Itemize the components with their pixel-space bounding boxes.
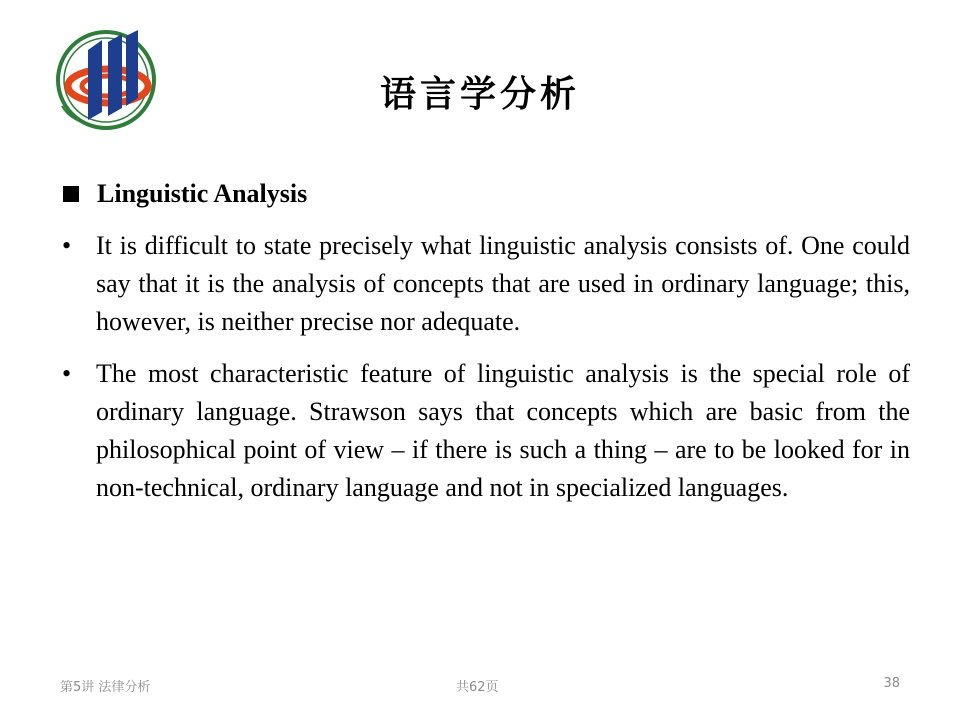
section-heading	[60, 175, 910, 213]
footer-page-number: 38	[883, 676, 900, 691]
slide-content	[60, 175, 910, 507]
bullet-item	[60, 227, 910, 341]
bullet-item	[60, 355, 910, 507]
bullet-text: It is difficult to state precisely what linguistic analysis consists of. One could say that it is the analysis of concepts that are used in ordinary language; this, however, is neither precise nor adequate.	[96, 231, 910, 336]
square-bullet-icon	[63, 186, 79, 202]
bullet-text: The most characteristic feature of linguistic analysis is the special role of ordinary language. Strawson says that concepts which are basic from the philosophical point of view – if there is such a thing – are to be looked for in non-technical, ordinary language and not in specialized languages.	[96, 359, 910, 502]
bullet-dot-icon: •	[62, 231, 72, 260]
footer-lecture-label: 第5讲 法律分析	[60, 680, 151, 695]
slide-title: 语言学分析	[379, 74, 580, 115]
footer-total-pages: 共62页	[456, 680, 499, 695]
bullet-dot-icon: •	[62, 359, 72, 388]
section-heading-text: Linguistic Analysis	[97, 179, 308, 208]
